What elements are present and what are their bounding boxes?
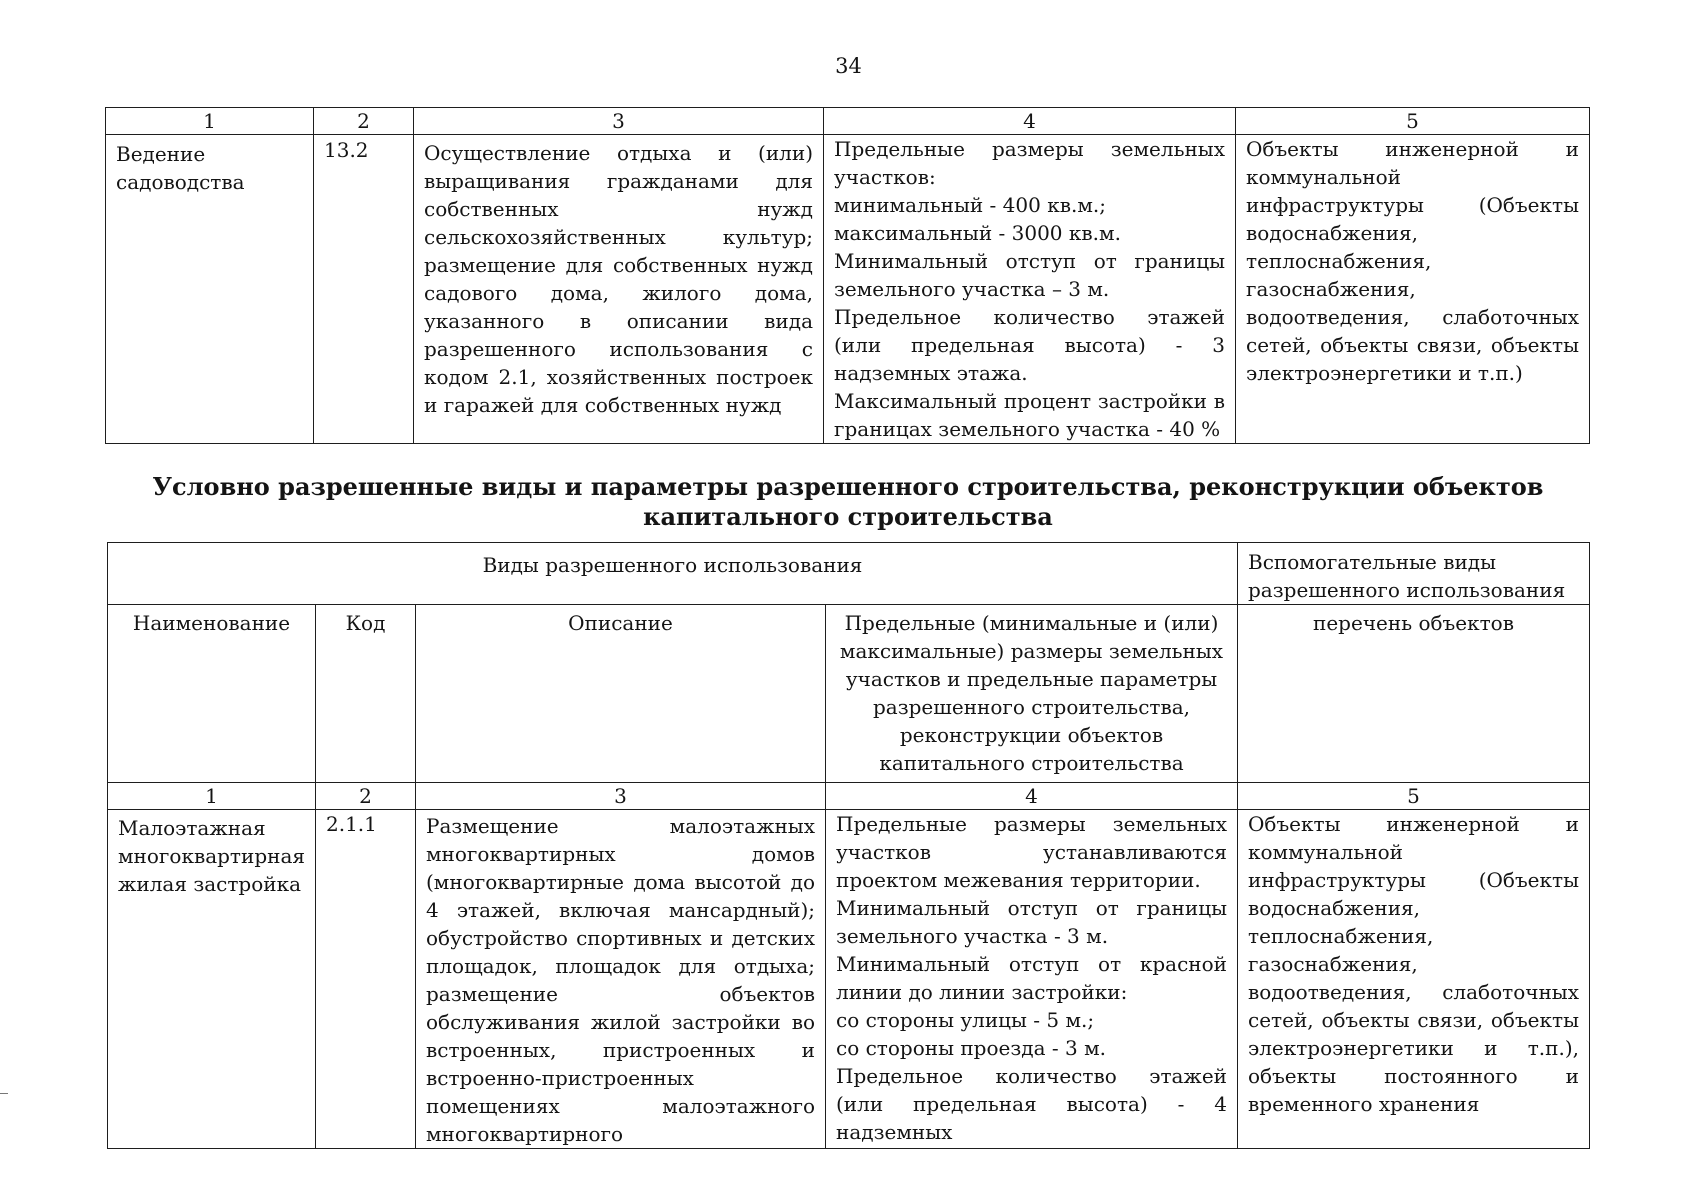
column-number-row bbox=[106, 108, 1590, 135]
table-header-row bbox=[108, 605, 1590, 783]
header-auxiliary-uses: Вспомогательные виды разрешенного использования bbox=[1238, 543, 1590, 605]
use-code-cell: 13.2 bbox=[314, 135, 414, 444]
parameter-line: Предельные размеры земельных участков: bbox=[834, 137, 1225, 189]
column-number: 1 bbox=[106, 108, 314, 135]
permitted-uses-table bbox=[105, 107, 1590, 444]
column-number: 2 bbox=[316, 783, 416, 810]
header-parameters: Предельные (минимальные и (или) максимальные) размеры земельных участков и предельные параметры разрешенного строительства, реконструкции объектов капитального строительства bbox=[826, 605, 1238, 783]
parameter-line: Минимальный отступ от границы земельного участка - 3 м. bbox=[836, 896, 1227, 948]
column-number-row bbox=[108, 783, 1590, 810]
header-code: Код bbox=[316, 605, 416, 783]
header-permitted-uses: Виды разрешенного использования bbox=[108, 543, 1238, 605]
parameter-line: со стороны проезда - 3 м. bbox=[836, 1036, 1106, 1060]
section-title: Условно разрешенные виды и параметры разрешенного строительства, реконструкции объектов капитального строительства bbox=[152, 472, 1544, 531]
column-number: 1 bbox=[108, 783, 316, 810]
header-name: Наименование bbox=[108, 605, 316, 783]
column-number: 4 bbox=[826, 783, 1238, 810]
parameter-line: Минимальный отступ от границы земельного участка – 3 м. bbox=[834, 249, 1225, 301]
parameter-line: Максимальный процент застройки в границах земельного участка - 40 % bbox=[834, 389, 1225, 441]
column-number: 5 bbox=[1238, 783, 1590, 810]
parameter-line: со стороны улицы - 5 м.; bbox=[836, 1008, 1095, 1032]
parameter-line: Предельные размеры земельных участков устанавливаются проектом межевания территории. bbox=[836, 812, 1227, 892]
table-header-row bbox=[108, 543, 1590, 605]
column-number: 5 bbox=[1236, 108, 1590, 135]
column-number: 3 bbox=[414, 108, 824, 135]
parameter-line: минимальный - 400 кв.м.; bbox=[834, 193, 1106, 217]
use-description-cell: Осуществление отдыха и (или) выращивания гражданами для собственных нужд сельскохозяйственных культур; размещение для собственных нужд садового дома, жилого дома, указанного в описании вида разрешенного использования с кодом 2.1, хозяйственных построек и гаражей для собственных нужд bbox=[414, 135, 824, 444]
header-description: Описание bbox=[416, 605, 826, 783]
parameter-line: максимальный - 3000 кв.м. bbox=[834, 221, 1121, 245]
column-number: 3 bbox=[416, 783, 826, 810]
table-row bbox=[108, 810, 1590, 1149]
column-number: 2 bbox=[314, 108, 414, 135]
column-number: 4 bbox=[824, 108, 1236, 135]
use-name-cell: Ведение садоводства bbox=[106, 135, 314, 444]
parameter-line: Предельное количество этажей (или предельная высота) - 3 надземных этажа. bbox=[834, 305, 1225, 385]
parameter-line: Предельное количество этажей (или предельная высота) - 4 надземных bbox=[836, 1064, 1227, 1144]
parameter-line: Минимальный отступ от красной линии до линии застройки: bbox=[836, 952, 1227, 1004]
use-description-cell: Размещение малоэтажных многоквартирных домов (многоквартирные дома высотой до 4 этажей, включая мансардный); обустройство спортивных и детских площадок, площадок для отдыха; размещение объектов обслуживания жилой застройки во встроенных, пристроенных и встроенно-пристроенных помещениях малоэтажного многоквартирного bbox=[416, 810, 826, 1149]
auxiliary-uses-cell: Объекты инженерной и коммунальной инфраструктуры (Объекты водоснабжения, теплоснабжения, газоснабжения, водоотведения, слаботочных сетей, объекты связи, объекты электроэнергетики и т.п.), объекты постоянного и временного хранения bbox=[1238, 810, 1590, 1149]
auxiliary-uses-cell: Объекты инженерной и коммунальной инфраструктуры (Объекты водоснабжения, теплоснабжения, газоснабжения, водоотведения, слаботочных сетей, объекты связи, объекты электроэнергетики и т.п.) bbox=[1236, 135, 1590, 444]
use-name-cell: Малоэтажная многоквартирная жилая застройка bbox=[108, 810, 316, 1149]
use-parameters-cell bbox=[826, 810, 1238, 1149]
use-parameters-cell bbox=[824, 135, 1236, 444]
table-row bbox=[106, 135, 1590, 444]
header-object-list: перечень объектов bbox=[1238, 605, 1590, 783]
conditional-uses-table bbox=[107, 542, 1590, 1149]
use-code-cell: 2.1.1 bbox=[316, 810, 416, 1149]
page-number: 34 bbox=[835, 54, 862, 78]
margin-mark bbox=[0, 1093, 8, 1094]
